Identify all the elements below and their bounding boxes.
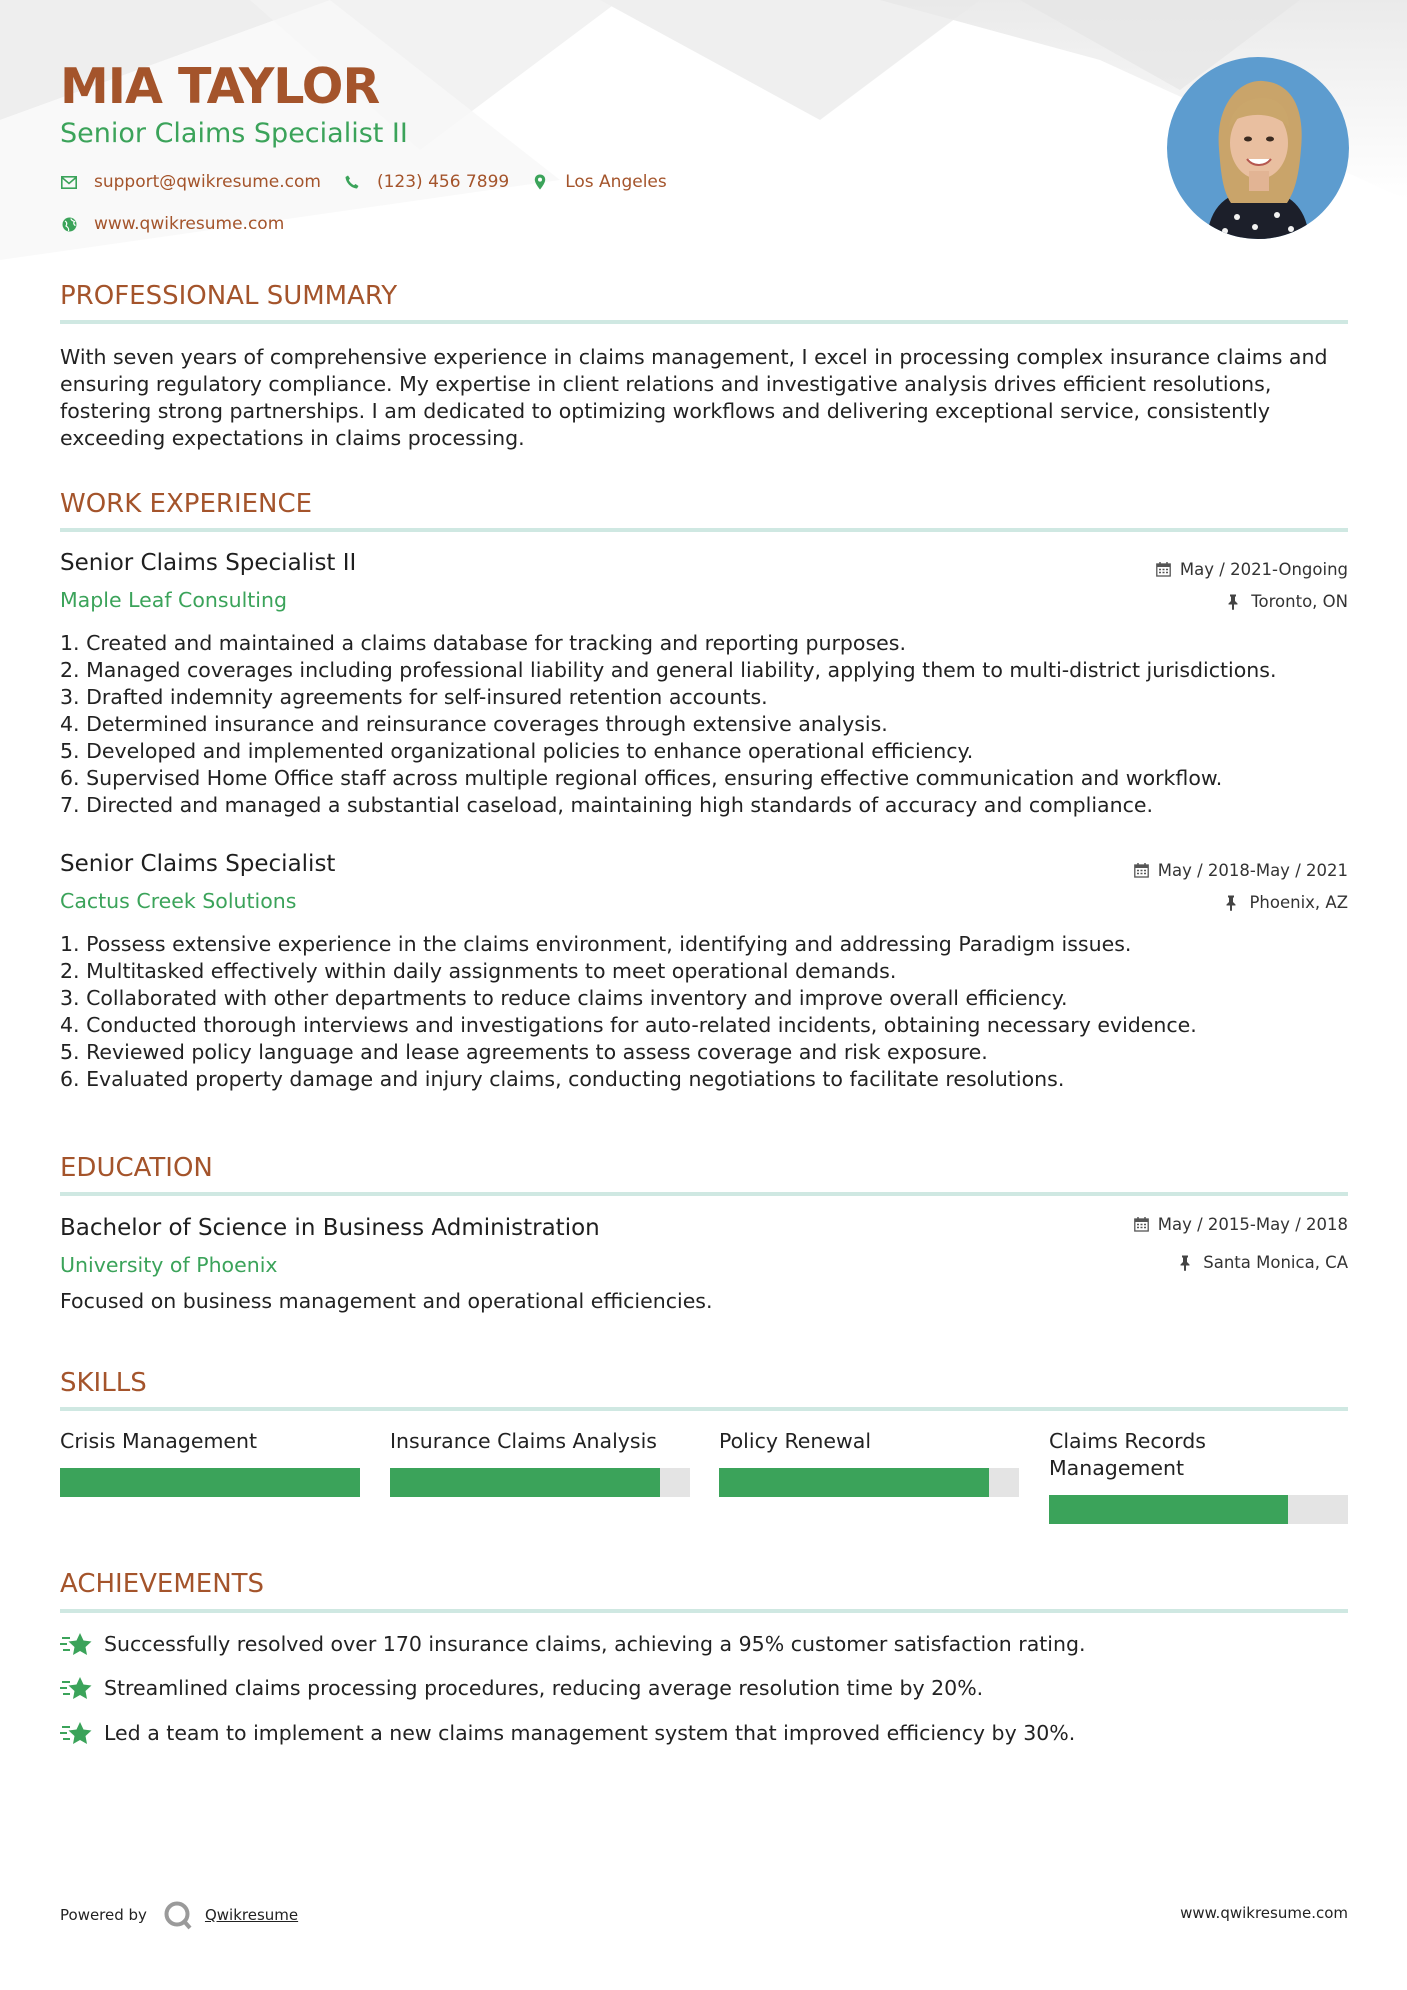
list-item: 4. Determined insurance and reinsurance coverages through extensive analysis. xyxy=(60,712,888,736)
job-dates xyxy=(1134,861,1348,880)
skill-level-fill xyxy=(1049,1495,1288,1524)
star-icon xyxy=(60,1630,94,1658)
phone-item[interactable] xyxy=(343,172,509,192)
summary-line: ensuring regulatory compliance. My expertise in client relations and investigative analysis drives efficient resolutions, xyxy=(60,372,1272,396)
job-title: Senior Claims Specialist II xyxy=(60,550,357,576)
achievement-item xyxy=(60,1630,1086,1658)
summary-text xyxy=(60,344,1348,452)
degree-title: Bachelor of Science in Business Administration xyxy=(60,1215,600,1241)
list-item: 2. Managed coverages including professional liability and general liability, applying them to multi-district jurisdictions. xyxy=(60,658,1277,682)
map-pin-icon xyxy=(531,173,549,191)
summary-line: fostering strong partnerships. I am dedicated to optimizing workflows and delivering exceptional service, consistently xyxy=(60,399,1270,423)
footer-website[interactable]: www.qwikresume.com xyxy=(1180,1904,1348,1922)
skill-level-fill xyxy=(60,1468,360,1497)
phone-text[interactable]: (123) 456 7899 xyxy=(376,172,510,192)
calendar-icon xyxy=(1134,863,1150,879)
pushpin-icon xyxy=(1225,895,1241,911)
summary-heading: PROFESSIONAL SUMMARY xyxy=(60,281,398,311)
list-item: 5. Developed and implemented organizational policies to enhance operational efficiency. xyxy=(60,739,974,763)
email-item[interactable] xyxy=(60,172,321,192)
location-text: Phoenix, AZ xyxy=(1249,893,1348,912)
pushpin-icon xyxy=(1179,1255,1195,1271)
experience-divider xyxy=(60,528,1348,532)
calendar-icon xyxy=(1134,1217,1150,1233)
education-dates xyxy=(1134,1215,1348,1234)
skills-divider xyxy=(60,1407,1348,1411)
qwikresume-logo xyxy=(163,1900,193,1930)
dates-text: May / 2021-Ongoing xyxy=(1179,560,1348,579)
skill-item xyxy=(390,1428,690,1455)
star-icon xyxy=(60,1674,94,1702)
job-title: Senior Claims Specialist xyxy=(60,851,336,877)
skill-level-bar xyxy=(390,1468,690,1497)
candidate-title: Senior Claims Specialist II xyxy=(60,118,408,149)
summary-line: With seven years of comprehensive experience in claims management, I excel in processing complex insurance claims and xyxy=(60,345,1328,369)
location-text: Santa Monica, CA xyxy=(1203,1253,1348,1272)
achievements-divider xyxy=(60,1609,1348,1613)
contact-row xyxy=(60,172,689,192)
calendar-icon xyxy=(1156,562,1172,578)
skill-name: Insurance Claims Analysis xyxy=(390,1429,657,1453)
job-location xyxy=(1225,893,1348,912)
summary-divider xyxy=(60,320,1348,324)
company-name: Cactus Creek Solutions xyxy=(60,889,297,913)
education-location xyxy=(1179,1253,1348,1272)
list-item: 2. Multitasked effectively within daily assignments to meet operational demands. xyxy=(60,959,897,983)
location-item xyxy=(531,172,667,192)
list-item: 6. Evaluated property damage and injury claims, conducting negotiations to facilitate resolutions. xyxy=(60,1067,1065,1091)
pushpin-icon xyxy=(1227,594,1243,610)
job-duties xyxy=(60,931,1348,1093)
job-location xyxy=(1227,592,1348,611)
achievement-item xyxy=(60,1719,1075,1747)
list-item: 3. Collaborated with other departments to reduce claims inventory and improve overall efficiency. xyxy=(60,986,1068,1010)
profile-photo xyxy=(1167,57,1349,239)
list-item: 4. Conducted thorough interviews and investigations for auto-related incidents, obtaining necessary evidence. xyxy=(60,1013,1197,1037)
candidate-name: MIA TAYLOR xyxy=(60,58,380,115)
achievement-text: Successfully resolved over 170 insurance claims, achieving a 95% customer satisfaction rating. xyxy=(104,1632,1086,1656)
education-description: Focused on business management and operational efficiencies. xyxy=(60,1289,713,1313)
skill-name: Claims Records Management xyxy=(1049,1429,1206,1480)
list-item: 1. Created and maintained a claims database for tracking and reporting purposes. xyxy=(60,631,906,655)
list-item: 3. Drafted indemnity agreements for self-insured retention accounts. xyxy=(60,685,768,709)
job-dates xyxy=(1156,560,1348,579)
achievements-heading: ACHIEVEMENTS xyxy=(60,1569,265,1599)
website-text[interactable]: www.qwikresume.com xyxy=(94,214,285,234)
achievement-item xyxy=(60,1674,983,1702)
skill-level-bar xyxy=(60,1468,360,1497)
qwikresume-link[interactable]: Qwikresume xyxy=(204,1906,299,1924)
education-heading: EDUCATION xyxy=(60,1153,213,1183)
summary-line: exceeding expectations in claims processing. xyxy=(60,426,525,450)
skill-item xyxy=(719,1428,1019,1455)
email-text[interactable]: support@qwikresume.com xyxy=(94,172,321,192)
job-duties xyxy=(60,630,1348,819)
envelope-icon xyxy=(60,173,78,191)
list-item: 5. Reviewed policy language and lease agreements to assess coverage and risk exposure. xyxy=(60,1040,988,1064)
skills-heading: SKILLS xyxy=(60,1368,147,1398)
skill-item xyxy=(1049,1428,1319,1482)
powered-by-label: Powered by xyxy=(60,1906,147,1924)
star-icon xyxy=(60,1719,94,1747)
phone-icon xyxy=(343,173,361,191)
list-item: 6. Supervised Home Office staff across multiple regional offices, ensuring effective communication and workflow. xyxy=(60,766,1223,790)
location-text: Toronto, ON xyxy=(1251,592,1348,611)
website-row xyxy=(60,214,306,234)
skill-level-fill xyxy=(719,1468,989,1497)
company-name: Maple Leaf Consulting xyxy=(60,588,288,612)
skill-name: Crisis Management xyxy=(60,1429,258,1453)
achievement-text: Streamlined claims processing procedures, reducing average resolution time by 20%. xyxy=(104,1676,984,1700)
skill-level-bar xyxy=(719,1468,1019,1497)
powered-by xyxy=(60,1900,298,1930)
education-divider xyxy=(60,1192,1348,1196)
skill-level-bar xyxy=(1049,1495,1348,1524)
location-text: Los Angeles xyxy=(565,172,667,192)
skill-level-fill xyxy=(390,1468,660,1497)
skill-item xyxy=(60,1428,360,1455)
skill-name: Policy Renewal xyxy=(719,1429,872,1453)
list-item: 7. Directed and managed a substantial caseload, maintaining high standards of accuracy and compliance. xyxy=(60,793,1154,817)
skills-grid xyxy=(60,1428,1348,1538)
achievement-text: Led a team to implement a new claims management system that improved efficiency by 30%. xyxy=(104,1721,1076,1745)
list-item: 1. Possess extensive experience in the claims environment, identifying and addressing Paradigm issues. xyxy=(60,932,1132,956)
website-item[interactable] xyxy=(60,214,284,234)
experience-heading: WORK EXPERIENCE xyxy=(60,489,313,519)
dates-text: May / 2018-May / 2021 xyxy=(1157,861,1348,880)
school-name: University of Phoenix xyxy=(60,1253,278,1277)
globe-icon xyxy=(60,215,78,233)
dates-text: May / 2015-May / 2018 xyxy=(1157,1215,1348,1234)
